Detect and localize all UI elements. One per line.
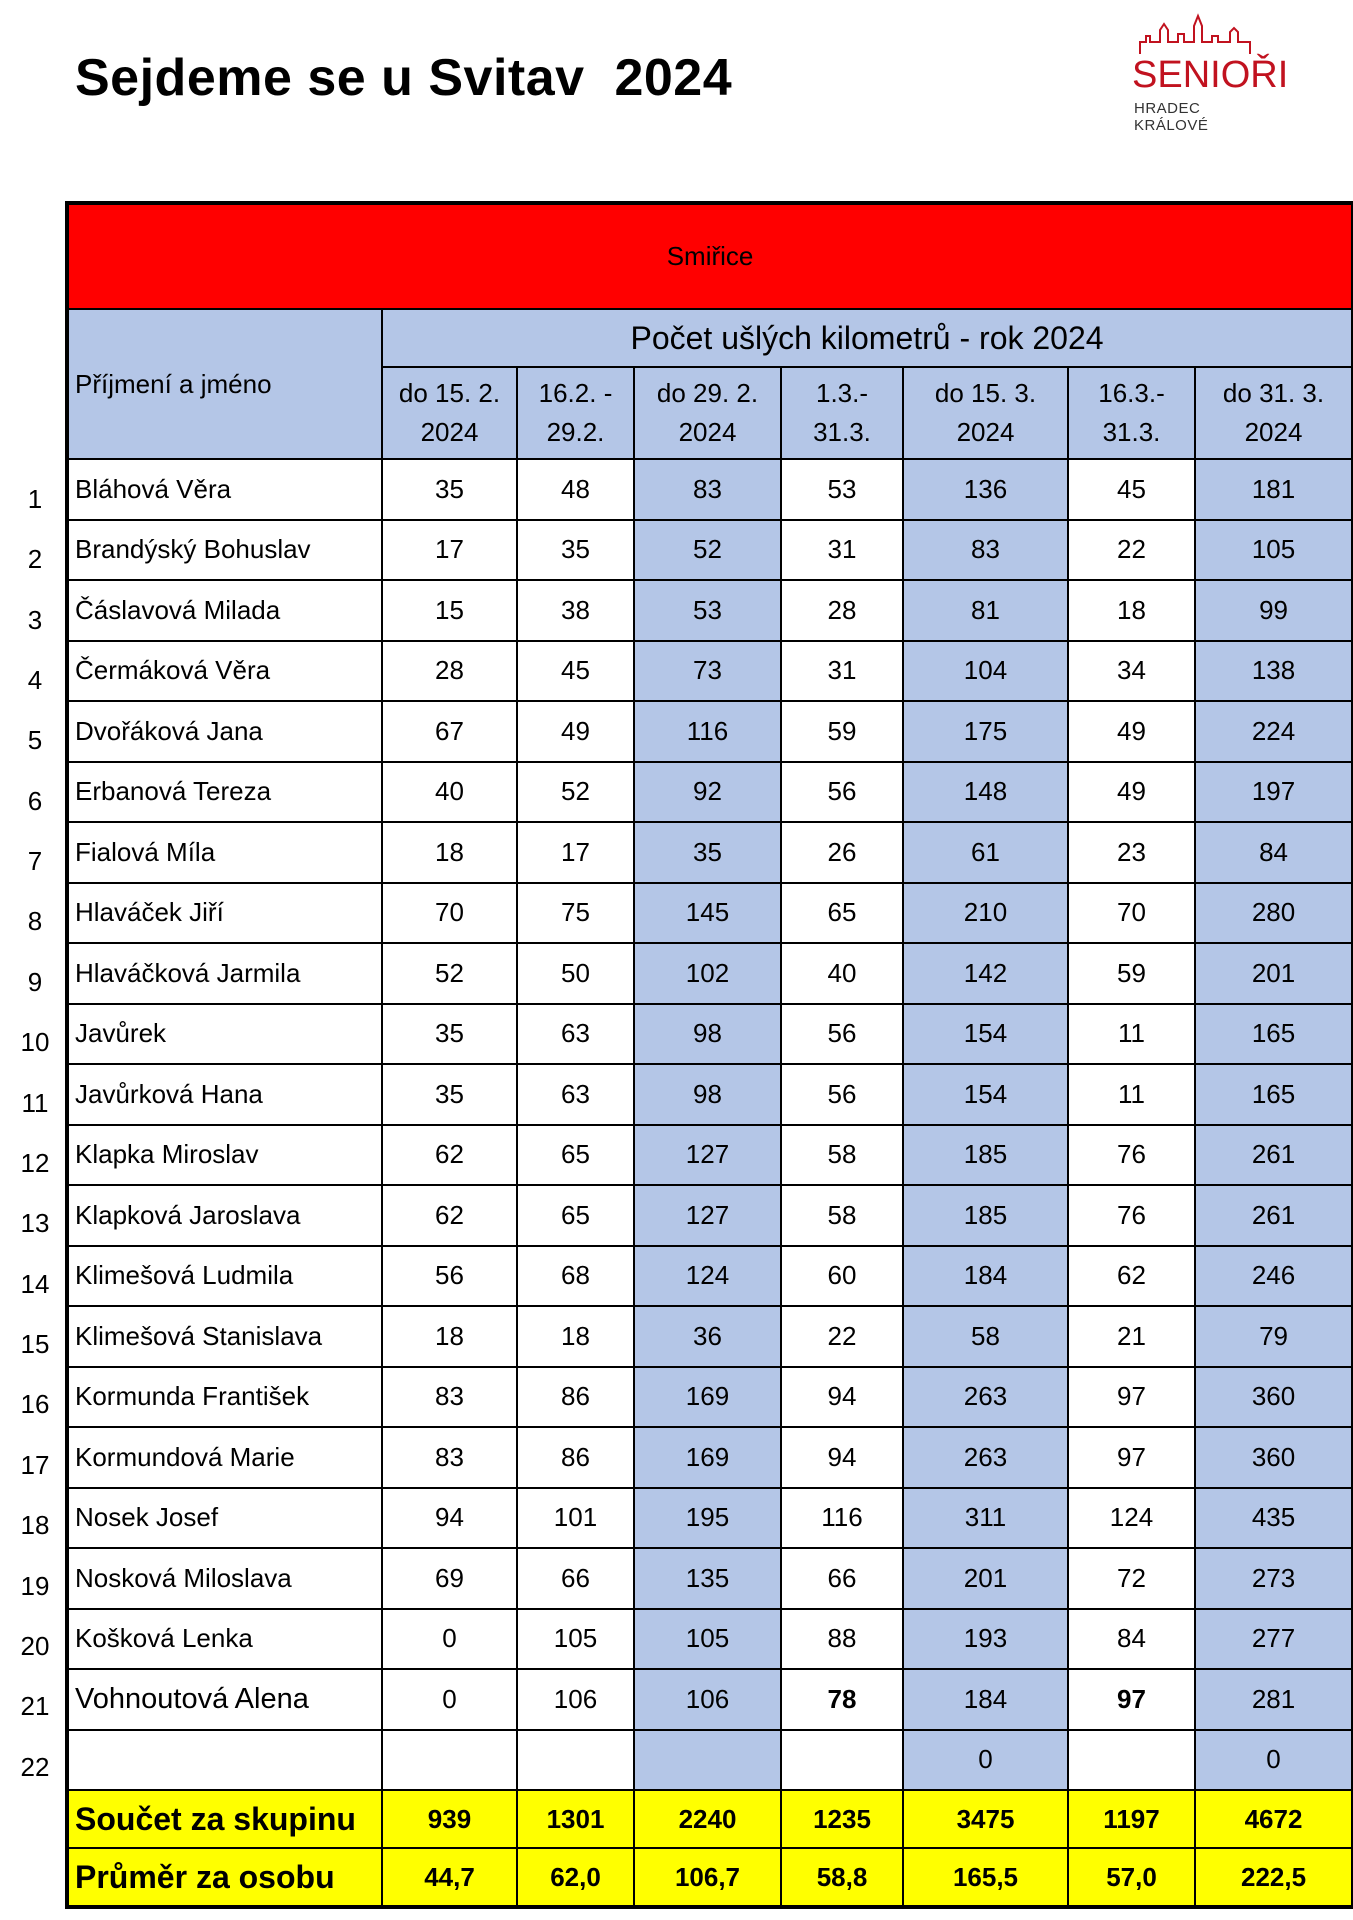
group-title: Smiřice <box>67 203 1353 309</box>
km-cell: 210 <box>903 883 1068 944</box>
sum-row <box>67 1790 1353 1848</box>
person-name: Čáslavová Milada <box>67 580 382 641</box>
km-cell: 26 <box>781 822 903 883</box>
km-cell: 127 <box>634 1125 781 1186</box>
column-header <box>517 367 634 459</box>
km-cell: 99 <box>1195 580 1353 641</box>
table-row <box>67 762 1353 823</box>
person-name: Javůrek <box>67 1004 382 1065</box>
km-cell: 61 <box>903 822 1068 883</box>
km-cell: 38 <box>517 580 634 641</box>
km-cell: 52 <box>382 943 517 1004</box>
table-row <box>67 943 1353 1004</box>
row-number: 4 <box>27 665 43 695</box>
column-header-line2: 2024 <box>678 417 737 447</box>
km-cell: 106 <box>517 1669 634 1730</box>
km-cell: 35 <box>382 1004 517 1065</box>
km-cell: 52 <box>634 520 781 581</box>
km-cell: 184 <box>903 1669 1068 1730</box>
person-name: Javůrková Hana <box>67 1064 382 1125</box>
sum-cell: 4672 <box>1195 1790 1353 1848</box>
km-cell: 261 <box>1195 1125 1353 1186</box>
column-header-line2: 31.3. <box>1102 417 1161 447</box>
km-cell: 136 <box>903 459 1068 520</box>
km-cell: 175 <box>903 701 1068 762</box>
km-cell: 116 <box>781 1488 903 1549</box>
km-cell: 79 <box>1195 1306 1353 1367</box>
km-cell: 66 <box>781 1548 903 1609</box>
km-cell: 35 <box>382 1064 517 1125</box>
column-header-line2: 2024 <box>1244 417 1303 447</box>
column-header-line2: 2024 <box>956 417 1015 447</box>
row-number: 8 <box>27 906 43 936</box>
km-cell: 53 <box>634 580 781 641</box>
table-row <box>67 1004 1353 1065</box>
person-name: Kormundová Marie <box>67 1427 382 1488</box>
km-cell: 105 <box>517 1609 634 1670</box>
km-cell: 0 <box>903 1730 1068 1791</box>
sum-cell: 3475 <box>903 1790 1068 1848</box>
table-row <box>67 1609 1353 1670</box>
km-cell: 280 <box>1195 883 1353 944</box>
table-row <box>67 520 1353 581</box>
table-row <box>67 1730 1353 1791</box>
km-cell: 0 <box>382 1669 517 1730</box>
row-number: 22 <box>20 1752 50 1782</box>
km-cell: 45 <box>517 641 634 702</box>
km-cell: 193 <box>903 1609 1068 1670</box>
person-name: Vohnoutová Alena <box>67 1669 382 1730</box>
km-cell: 165 <box>1195 1004 1353 1065</box>
table-row <box>67 1246 1353 1307</box>
km-cell: 142 <box>903 943 1068 1004</box>
column-header-line1: 16.3.- <box>1098 378 1165 408</box>
km-cell: 50 <box>517 943 634 1004</box>
row-number: 16 <box>20 1389 50 1419</box>
km-cell: 15 <box>382 580 517 641</box>
km-cell: 185 <box>903 1125 1068 1186</box>
sum-label: Součet za skupinu <box>67 1790 382 1848</box>
km-cell: 83 <box>382 1367 517 1428</box>
row-number: 19 <box>20 1571 50 1601</box>
row-number: 7 <box>27 846 43 876</box>
row-number: 5 <box>27 725 43 755</box>
km-cell: 40 <box>382 762 517 823</box>
person-name: Klapka Miroslav <box>67 1125 382 1186</box>
person-name: Brandýský Bohuslav <box>67 520 382 581</box>
table-row <box>67 822 1353 883</box>
km-cell: 17 <box>382 520 517 581</box>
km-cell: 154 <box>903 1004 1068 1065</box>
km-cell: 154 <box>903 1064 1068 1125</box>
column-header <box>1195 367 1353 459</box>
km-cell: 165 <box>1195 1064 1353 1125</box>
km-cell: 116 <box>634 701 781 762</box>
km-cell: 65 <box>781 883 903 944</box>
km-cell: 311 <box>903 1488 1068 1549</box>
average-cell: 57,0 <box>1068 1848 1195 1907</box>
average-cell: 222,5 <box>1195 1848 1353 1907</box>
km-cell: 18 <box>382 822 517 883</box>
person-name: Kormunda František <box>67 1367 382 1428</box>
km-cell: 73 <box>634 641 781 702</box>
km-cell: 197 <box>1195 762 1353 823</box>
km-cell: 86 <box>517 1367 634 1428</box>
km-cell: 28 <box>382 641 517 702</box>
km-cell: 56 <box>781 1064 903 1125</box>
row-number: 21 <box>20 1691 50 1721</box>
km-cell: 56 <box>382 1246 517 1307</box>
km-cell: 102 <box>634 943 781 1004</box>
row-number: 1 <box>27 484 43 514</box>
km-cell: 0 <box>1195 1730 1353 1791</box>
km-cell: 70 <box>382 883 517 944</box>
km-cell: 40 <box>781 943 903 1004</box>
km-cell: 17 <box>517 822 634 883</box>
average-cell: 44,7 <box>382 1848 517 1907</box>
average-label: Průměr za osobu <box>67 1848 382 1907</box>
km-cell: 35 <box>634 822 781 883</box>
km-cell: 185 <box>903 1185 1068 1246</box>
km-cell: 181 <box>1195 459 1353 520</box>
row-number: 11 <box>21 1088 49 1118</box>
km-cell: 58 <box>903 1306 1068 1367</box>
km-cell: 58 <box>781 1125 903 1186</box>
km-cell: 201 <box>1195 943 1353 1004</box>
km-cell: 0 <box>382 1609 517 1670</box>
km-cell: 35 <box>382 459 517 520</box>
km-cell: 31 <box>781 641 903 702</box>
column-header <box>634 367 781 459</box>
km-cell <box>1068 1730 1195 1791</box>
row-number: 13 <box>20 1208 50 1238</box>
km-cell: 81 <box>903 580 1068 641</box>
table-row <box>67 1367 1353 1428</box>
km-cell: 195 <box>634 1488 781 1549</box>
km-cell: 127 <box>634 1185 781 1246</box>
km-cell: 49 <box>1068 701 1195 762</box>
person-name: Nosková Miloslava <box>67 1548 382 1609</box>
sum-cell: 1197 <box>1068 1790 1195 1848</box>
person-name: Čermáková Věra <box>67 641 382 702</box>
km-cell: 23 <box>1068 822 1195 883</box>
row-number: 17 <box>20 1450 50 1480</box>
km-cell: 59 <box>1068 943 1195 1004</box>
km-cell: 84 <box>1068 1609 1195 1670</box>
row-number: 18 <box>20 1510 50 1540</box>
column-header <box>1068 367 1195 459</box>
page-title: Sejdeme se u Svitav 2024 <box>75 49 733 107</box>
km-header: Počet ušlých kilometrů - rok 2024 <box>382 309 1353 367</box>
person-name: Klimešová Stanislava <box>67 1306 382 1367</box>
km-table <box>65 201 1353 1909</box>
person-name: Erbanová Tereza <box>67 762 382 823</box>
km-cell: 98 <box>634 1064 781 1125</box>
km-cell: 21 <box>1068 1306 1195 1367</box>
km-cell: 53 <box>781 459 903 520</box>
km-cell: 124 <box>634 1246 781 1307</box>
row-number: 3 <box>27 605 43 635</box>
km-cell: 148 <box>903 762 1068 823</box>
column-header <box>903 367 1068 459</box>
person-name: Košková Lenka <box>67 1609 382 1670</box>
table-row <box>67 701 1353 762</box>
km-cell: 18 <box>1068 580 1195 641</box>
column-header-line1: do 15. 3. <box>934 378 1037 408</box>
km-cell: 56 <box>781 762 903 823</box>
sum-cell: 2240 <box>634 1790 781 1848</box>
km-cell: 31 <box>781 520 903 581</box>
average-cell: 58,8 <box>781 1848 903 1907</box>
column-header-line1: do 31. 3. <box>1222 378 1325 408</box>
castle-skyline-icon <box>1138 12 1258 56</box>
column-header <box>781 367 903 459</box>
km-cell: 281 <box>1195 1669 1353 1730</box>
km-cell: 101 <box>517 1488 634 1549</box>
km-cell: 104 <box>903 641 1068 702</box>
row-number: 14 <box>20 1269 50 1299</box>
average-cell: 62,0 <box>517 1848 634 1907</box>
km-cell: 94 <box>781 1427 903 1488</box>
table-row <box>67 580 1353 641</box>
sum-cell: 939 <box>382 1790 517 1848</box>
logo-subtitle: HRADEC KRÁLOVÉ <box>1134 100 1209 134</box>
table-row <box>67 1306 1353 1367</box>
km-cell: 63 <box>517 1004 634 1065</box>
column-header-line2: 29.2. <box>546 417 605 447</box>
km-cell: 68 <box>517 1246 634 1307</box>
km-cell: 35 <box>517 520 634 581</box>
sum-cell: 1235 <box>781 1790 903 1848</box>
km-cell: 49 <box>517 701 634 762</box>
column-header-line1: 1.3.- <box>815 378 869 408</box>
km-cell: 83 <box>634 459 781 520</box>
person-name: Klimešová Ludmila <box>67 1246 382 1307</box>
km-cell: 58 <box>781 1185 903 1246</box>
km-cell: 92 <box>634 762 781 823</box>
km-cell: 48 <box>517 459 634 520</box>
km-cell <box>781 1730 903 1791</box>
km-cell: 201 <box>903 1548 1068 1609</box>
km-cell: 83 <box>903 520 1068 581</box>
km-cell: 70 <box>1068 883 1195 944</box>
km-cell: 52 <box>517 762 634 823</box>
km-cell: 94 <box>781 1367 903 1428</box>
table-row <box>67 1548 1353 1609</box>
table-row <box>67 1488 1353 1549</box>
km-cell: 36 <box>634 1306 781 1367</box>
km-cell: 59 <box>781 701 903 762</box>
km-cell: 97 <box>1068 1427 1195 1488</box>
column-header-line1: do 29. 2. <box>656 378 759 408</box>
table-row <box>67 883 1353 944</box>
km-cell: 97 <box>1068 1669 1195 1730</box>
km-cell: 22 <box>781 1306 903 1367</box>
km-cell: 277 <box>1195 1609 1353 1670</box>
table-row <box>67 1185 1353 1246</box>
km-cell: 22 <box>1068 520 1195 581</box>
row-number: 10 <box>20 1027 50 1057</box>
km-cell: 106 <box>634 1669 781 1730</box>
table-row <box>67 459 1353 520</box>
km-cell: 76 <box>1068 1125 1195 1186</box>
km-cell: 76 <box>1068 1185 1195 1246</box>
km-cell: 135 <box>634 1548 781 1609</box>
km-cell: 11 <box>1068 1064 1195 1125</box>
km-cell: 246 <box>1195 1246 1353 1307</box>
km-cell: 145 <box>634 883 781 944</box>
column-header-line2: 31.3. <box>813 417 871 447</box>
km-cell: 67 <box>382 701 517 762</box>
sum-cell: 1301 <box>517 1790 634 1848</box>
km-cell: 83 <box>382 1427 517 1488</box>
km-cell: 69 <box>382 1548 517 1609</box>
km-cell: 263 <box>903 1367 1068 1428</box>
table-row <box>67 1125 1353 1186</box>
row-number: 6 <box>27 786 43 816</box>
km-cell: 56 <box>781 1004 903 1065</box>
average-cell: 106,7 <box>634 1848 781 1907</box>
km-cell: 45 <box>1068 459 1195 520</box>
km-cell: 86 <box>517 1427 634 1488</box>
column-header-line1: 16.2. - <box>538 378 613 408</box>
km-cell: 84 <box>1195 822 1353 883</box>
km-cell <box>517 1730 634 1791</box>
name-column-header: Příjmení a jméno <box>67 309 382 459</box>
km-cell: 63 <box>517 1064 634 1125</box>
person-name <box>67 1730 382 1791</box>
column-header-line2: 2024 <box>420 417 479 447</box>
km-cell: 34 <box>1068 641 1195 702</box>
person-name: Fialová Míla <box>67 822 382 883</box>
row-number: 15 <box>20 1329 50 1359</box>
row-number: 2 <box>27 544 43 574</box>
table-row <box>67 641 1353 702</box>
km-cell: 169 <box>634 1367 781 1428</box>
km-cell <box>382 1730 517 1791</box>
km-cell: 94 <box>382 1488 517 1549</box>
km-cell: 169 <box>634 1427 781 1488</box>
km-cell: 435 <box>1195 1488 1353 1549</box>
km-cell: 72 <box>1068 1548 1195 1609</box>
km-cell: 60 <box>781 1246 903 1307</box>
person-name: Hlaváčková Jarmila <box>67 943 382 1004</box>
km-cell: 224 <box>1195 701 1353 762</box>
table-row <box>67 1064 1353 1125</box>
km-cell: 273 <box>1195 1548 1353 1609</box>
km-cell: 28 <box>781 580 903 641</box>
row-number: 9 <box>27 967 43 997</box>
average-cell: 165,5 <box>903 1848 1068 1907</box>
km-cell: 65 <box>517 1185 634 1246</box>
km-cell: 98 <box>634 1004 781 1065</box>
logo-brand: SENIOŘI <box>1132 54 1289 96</box>
km-cell <box>634 1730 781 1791</box>
km-cell: 263 <box>903 1427 1068 1488</box>
person-name: Bláhová Věra <box>67 459 382 520</box>
row-number: 12 <box>20 1148 50 1178</box>
km-cell: 49 <box>1068 762 1195 823</box>
column-header <box>382 367 517 459</box>
km-cell: 261 <box>1195 1185 1353 1246</box>
person-name: Klapková Jaroslava <box>67 1185 382 1246</box>
seniori-logo <box>1118 12 1289 134</box>
km-cell: 62 <box>382 1185 517 1246</box>
km-cell: 105 <box>634 1609 781 1670</box>
km-cell: 18 <box>517 1306 634 1367</box>
km-cell: 138 <box>1195 641 1353 702</box>
km-cell: 78 <box>781 1669 903 1730</box>
person-name: Hlaváček Jiří <box>67 883 382 944</box>
km-cell: 62 <box>1068 1246 1195 1307</box>
km-cell: 97 <box>1068 1367 1195 1428</box>
person-name: Nosek Josef <box>67 1488 382 1549</box>
row-number: 20 <box>20 1631 50 1661</box>
km-cell: 75 <box>517 883 634 944</box>
km-cell: 88 <box>781 1609 903 1670</box>
km-cell: 11 <box>1068 1004 1195 1065</box>
person-name: Dvořáková Jana <box>67 701 382 762</box>
table-row <box>67 1669 1353 1730</box>
km-cell: 105 <box>1195 520 1353 581</box>
km-cell: 360 <box>1195 1427 1353 1488</box>
km-cell: 18 <box>382 1306 517 1367</box>
average-row <box>67 1848 1353 1907</box>
km-cell: 360 <box>1195 1367 1353 1428</box>
km-cell: 124 <box>1068 1488 1195 1549</box>
km-cell: 66 <box>517 1548 634 1609</box>
km-cell: 65 <box>517 1125 634 1186</box>
km-cell: 184 <box>903 1246 1068 1307</box>
column-header-line1: do 15. 2. <box>398 378 501 408</box>
km-cell: 62 <box>382 1125 517 1186</box>
table-row <box>67 1427 1353 1488</box>
